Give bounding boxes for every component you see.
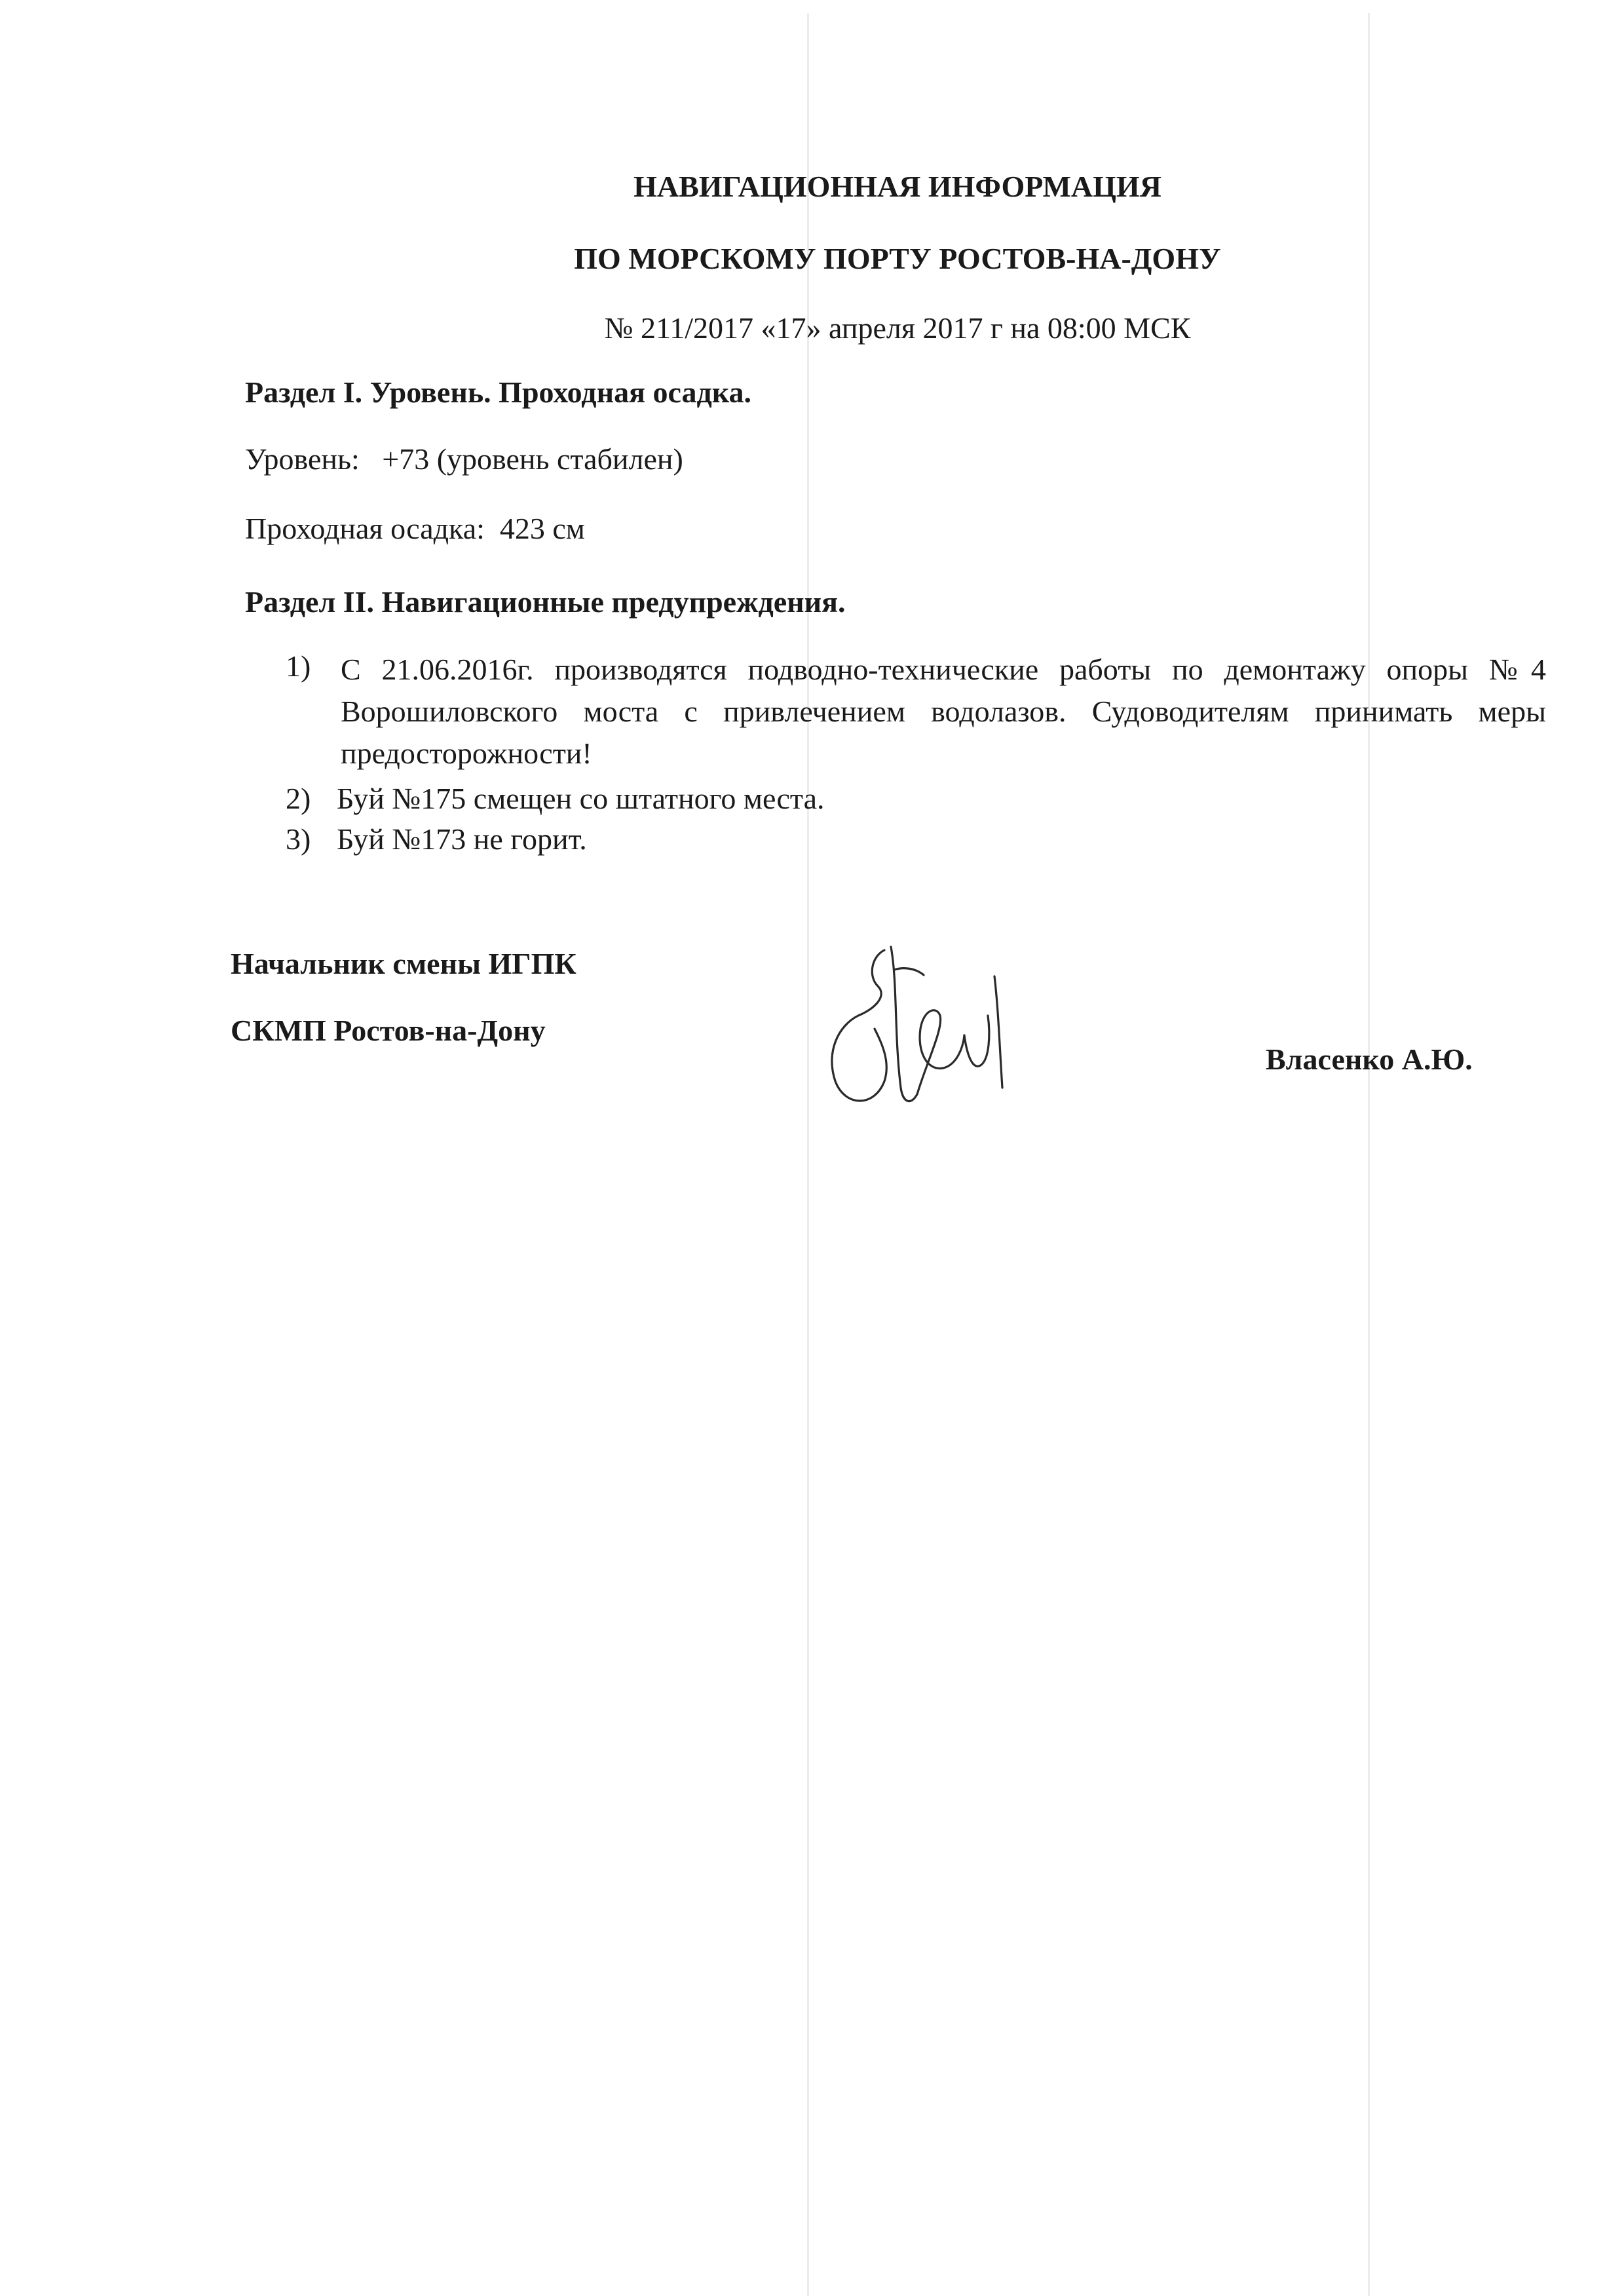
draft-label: Проходная осадка:	[245, 512, 485, 545]
signer-position-line2: СКМП Ростов-на-Дону	[231, 1014, 546, 1047]
draft-value: 423 см	[499, 512, 585, 545]
warning-1-number: 1)	[286, 649, 311, 683]
draft-row	[245, 511, 585, 546]
document-title-line2: ПО МОРСКОМУ ПОРТУ РОСТОВ-НА-ДОНУ	[574, 242, 1221, 275]
scan-line-center	[807, 13, 809, 2296]
warning-2-text: Буй №175 смещен со штатного места.	[337, 782, 825, 815]
scan-line-right	[1368, 13, 1370, 2296]
document-number-date: № 211/2017 «17» апреля 2017 г на 08:00 МСК	[604, 311, 1191, 345]
signer-name: Власенко А.Ю.	[1266, 1043, 1473, 1076]
section1-heading: Раздел I. Уровень. Проходная осадка.	[245, 375, 752, 409]
warning-1-text: С 21.06.2016г. производятся подводно-технические работы по демонтажу опоры №4 Ворошиловского моста с привлечением водолазов. Судоводителям принимать меры предосторожности!	[341, 653, 1546, 770]
water-level-value: +73 (уровень стабилен)	[382, 442, 683, 476]
water-level-label: Уровень:	[245, 442, 360, 476]
document-title-line1: НАВИГАЦИОННАЯ ИНФОРМАЦИЯ	[633, 170, 1161, 203]
water-level-row	[245, 442, 683, 476]
section2-heading: Раздел II. Навигационные предупреждения.	[245, 585, 846, 619]
signer-position-line1: Начальник смены ИГПК	[231, 947, 576, 980]
warning-3-text: Буй №173 не горит.	[337, 822, 587, 856]
handwritten-signature	[812, 930, 1029, 1120]
warning-2-number: 2)	[286, 782, 311, 815]
warning-3-number: 3)	[286, 822, 311, 856]
